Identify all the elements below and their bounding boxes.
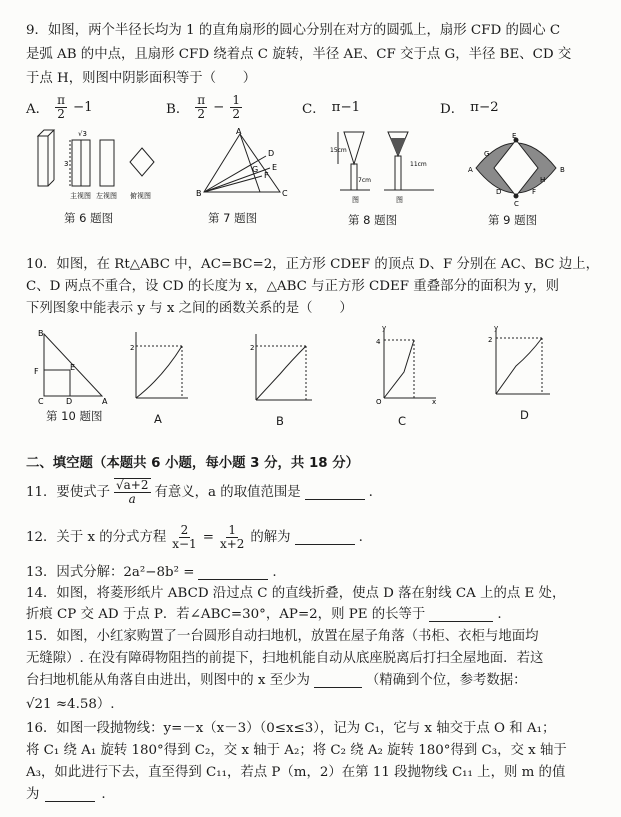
dim-label: 15cm xyxy=(330,147,347,154)
q16-line3: A₃，如此进行下去，直至得到 C₁₁，若点 P（m，2）在第 11 段抛物线 C₁₁ 上，则 m 的值 xyxy=(26,765,566,780)
graph-b-label: B xyxy=(276,414,284,428)
answer-blank[interactable] xyxy=(429,607,493,622)
vertex-label: D xyxy=(66,397,73,406)
tick-label: 2 xyxy=(250,344,255,352)
vertex-label: F xyxy=(34,367,39,376)
graph-a xyxy=(126,328,192,404)
figure-9-caption: 第 9 题图 xyxy=(488,213,538,227)
figure-7-caption: 第 7 题图 xyxy=(208,211,258,225)
figure-8 xyxy=(330,126,442,206)
fraction: $\frac{\pi}{2}$ xyxy=(57,93,65,121)
tick-label: 2 xyxy=(130,344,135,352)
q9-option-b: B． $\frac{\pi}{2}$ − $\frac{1}{2}$ xyxy=(166,93,240,121)
vertex-label: H xyxy=(540,176,546,184)
answer-blank[interactable] xyxy=(45,787,95,802)
vertex-label: A xyxy=(468,166,473,174)
q13: 13．因式分解：2a²−8b² = . xyxy=(26,565,277,580)
vertex-label: E xyxy=(272,163,278,172)
vertex-label: E xyxy=(70,363,76,372)
axis-label: x xyxy=(432,398,437,406)
graph-a-label: A xyxy=(154,412,162,426)
tick-label: 4 xyxy=(376,338,381,346)
q9-line1: 9．如图，两个半径长均为 1 的直角扇形的圆心分别在对方的圆弧上，扇形 CFD 的圆心 C xyxy=(26,23,561,38)
vertex-label: G xyxy=(252,165,259,174)
tick-label: 2 xyxy=(488,336,493,344)
view-label: 左视图 xyxy=(96,192,117,200)
fraction: $\frac{1}{2}$ xyxy=(232,93,240,121)
figure-6 xyxy=(30,126,168,206)
q16-line4: 为 . xyxy=(26,787,106,802)
figure-10-caption: 第 10 题图 xyxy=(46,409,103,423)
vertex-label: D xyxy=(496,188,502,196)
section-title: 二、填空题（本题共 6 小题，每小题 3 分，共 18 分） xyxy=(26,456,360,471)
graph-b xyxy=(246,330,316,406)
dim-label: √3 xyxy=(78,130,87,138)
graph-c-label: C xyxy=(398,414,407,428)
q10-line2: C、D 两点不重合，设 CD 的长度为 x，△ABC 与正方形 CDEF 重叠部分的面积为 y，则 xyxy=(26,279,560,294)
q16-line2: 将 C₁ 绕 A₁ 旋转 180°得到 C₂，交 x 轴于 A₂；将 C₂ 绕 A₂ 旋转 180°得到 C₃，交 x 轴于 xyxy=(26,743,567,758)
q9-line3: 于点 H，则图中阴影面积等于（ ） xyxy=(26,71,257,86)
answer-blank[interactable] xyxy=(314,673,362,688)
vertex-label: C xyxy=(282,189,288,198)
q15-line2: 无缝隙）. 在没有障碍物阻挡的前提下，扫地机能自动从底座脱离后打扫全屋地面．若这 xyxy=(26,651,544,666)
dim-label: 7cm xyxy=(358,177,371,184)
vertex-label: B xyxy=(560,166,565,174)
view-label: 俯视图 xyxy=(130,192,151,200)
fraction: $\frac{√a+2}{a}$ xyxy=(116,478,149,506)
graph-d xyxy=(486,326,556,402)
q9-option-d: D． π−2 xyxy=(440,100,499,117)
vertex-label: F xyxy=(264,171,269,180)
vertex-label: D xyxy=(268,149,275,158)
vertex-label: F xyxy=(532,188,537,196)
q9-line2: 是弧 AB 的中点，且扇形 CFD 绕着点 C 旋转，半径 AE、CF 交于点 G，半径 BE、CD 交 xyxy=(26,47,572,62)
q11: 11．要使式子 $\frac{√a+2}{a}$ 有意义，a 的取值范围是 . xyxy=(26,478,373,506)
figure-7 xyxy=(196,128,296,202)
vertex-label: C xyxy=(38,397,44,406)
q14-line1: 14．如图，将菱形纸片 ABCD 沿过点 C 的直线折叠，使点 D 落在射线 CA 上的点 E 处， xyxy=(26,586,566,601)
sub-figure-label: 图 xyxy=(352,196,359,204)
q15-line3: 台扫地机能从角落自由进出，则图中的 x 至少为 （精确到个位，参考数据： xyxy=(26,673,527,688)
figure-9 xyxy=(466,132,576,208)
q9-option-a: A． $\frac{\pi}{2}$ −1 xyxy=(26,93,93,121)
q12: 12．关于 x 的分式方程 $\frac{2}{x-1}$ = $\frac{1}{x+2}$ 的解为 . xyxy=(26,523,363,551)
vertex-label: B xyxy=(196,189,202,198)
graph-d-label: D xyxy=(520,408,529,422)
q9-options xyxy=(26,94,606,124)
dim-label: 3 xyxy=(64,160,69,168)
figure-6-caption: 第 6 题图 xyxy=(64,211,114,225)
answer-blank[interactable] xyxy=(198,565,268,580)
q15-line4: √21 ≈4.58）. xyxy=(26,697,115,712)
dim-label: 11cm xyxy=(410,161,427,168)
q9-option-c: C． π−1 xyxy=(302,100,361,117)
figure-10 xyxy=(30,326,110,406)
q16-line1: 16．如图一段抛物线：y=－x（x－3）（0≤x≤3），记为 C₁，它与 x 轴交于点 O 和 A₁； xyxy=(26,721,556,736)
view-label: 主视图 xyxy=(70,192,91,200)
fraction: $\frac{2}{x-1}$ xyxy=(172,523,197,551)
axis-label: y xyxy=(382,326,387,332)
origin-label: O xyxy=(376,398,382,406)
vertex-label: G xyxy=(484,150,490,158)
vertex-label: C xyxy=(514,200,519,208)
vertex-label: A xyxy=(102,397,108,406)
graph-c xyxy=(370,326,440,406)
fraction: $\frac{\pi}{2}$ xyxy=(197,93,206,121)
q15-line1: 15．如图，小红家购置了一台圆形自动扫地机，放置在屋子角落（书柜、衣柜与地面均 xyxy=(26,629,539,644)
q10-line3: 下列图象中能表示 y 与 x 之间的函数关系的是（ ） xyxy=(26,301,353,316)
answer-blank[interactable] xyxy=(295,530,355,545)
q14-line2: 折痕 CP 交 AD 于点 P．若∠ABC=30°，AP=2，则 PE 的长等于 . xyxy=(26,607,502,622)
figure-8-caption: 第 8 题图 xyxy=(348,213,398,227)
answer-blank[interactable] xyxy=(305,485,365,500)
fraction: $\frac{1}{x+2}$ xyxy=(219,523,245,551)
vertex-label: A xyxy=(236,128,242,136)
sub-figure-label: 图 xyxy=(396,196,403,204)
axis-label: y xyxy=(494,326,499,332)
vertex-label: B xyxy=(38,329,44,338)
q10-line1: 10．如图，在 Rt△ABC 中，AC=BC=2，正方形 CDEF 的顶点 D、F 分别在 AC、BC 边上， xyxy=(26,257,599,272)
vertex-label: E xyxy=(512,132,517,140)
